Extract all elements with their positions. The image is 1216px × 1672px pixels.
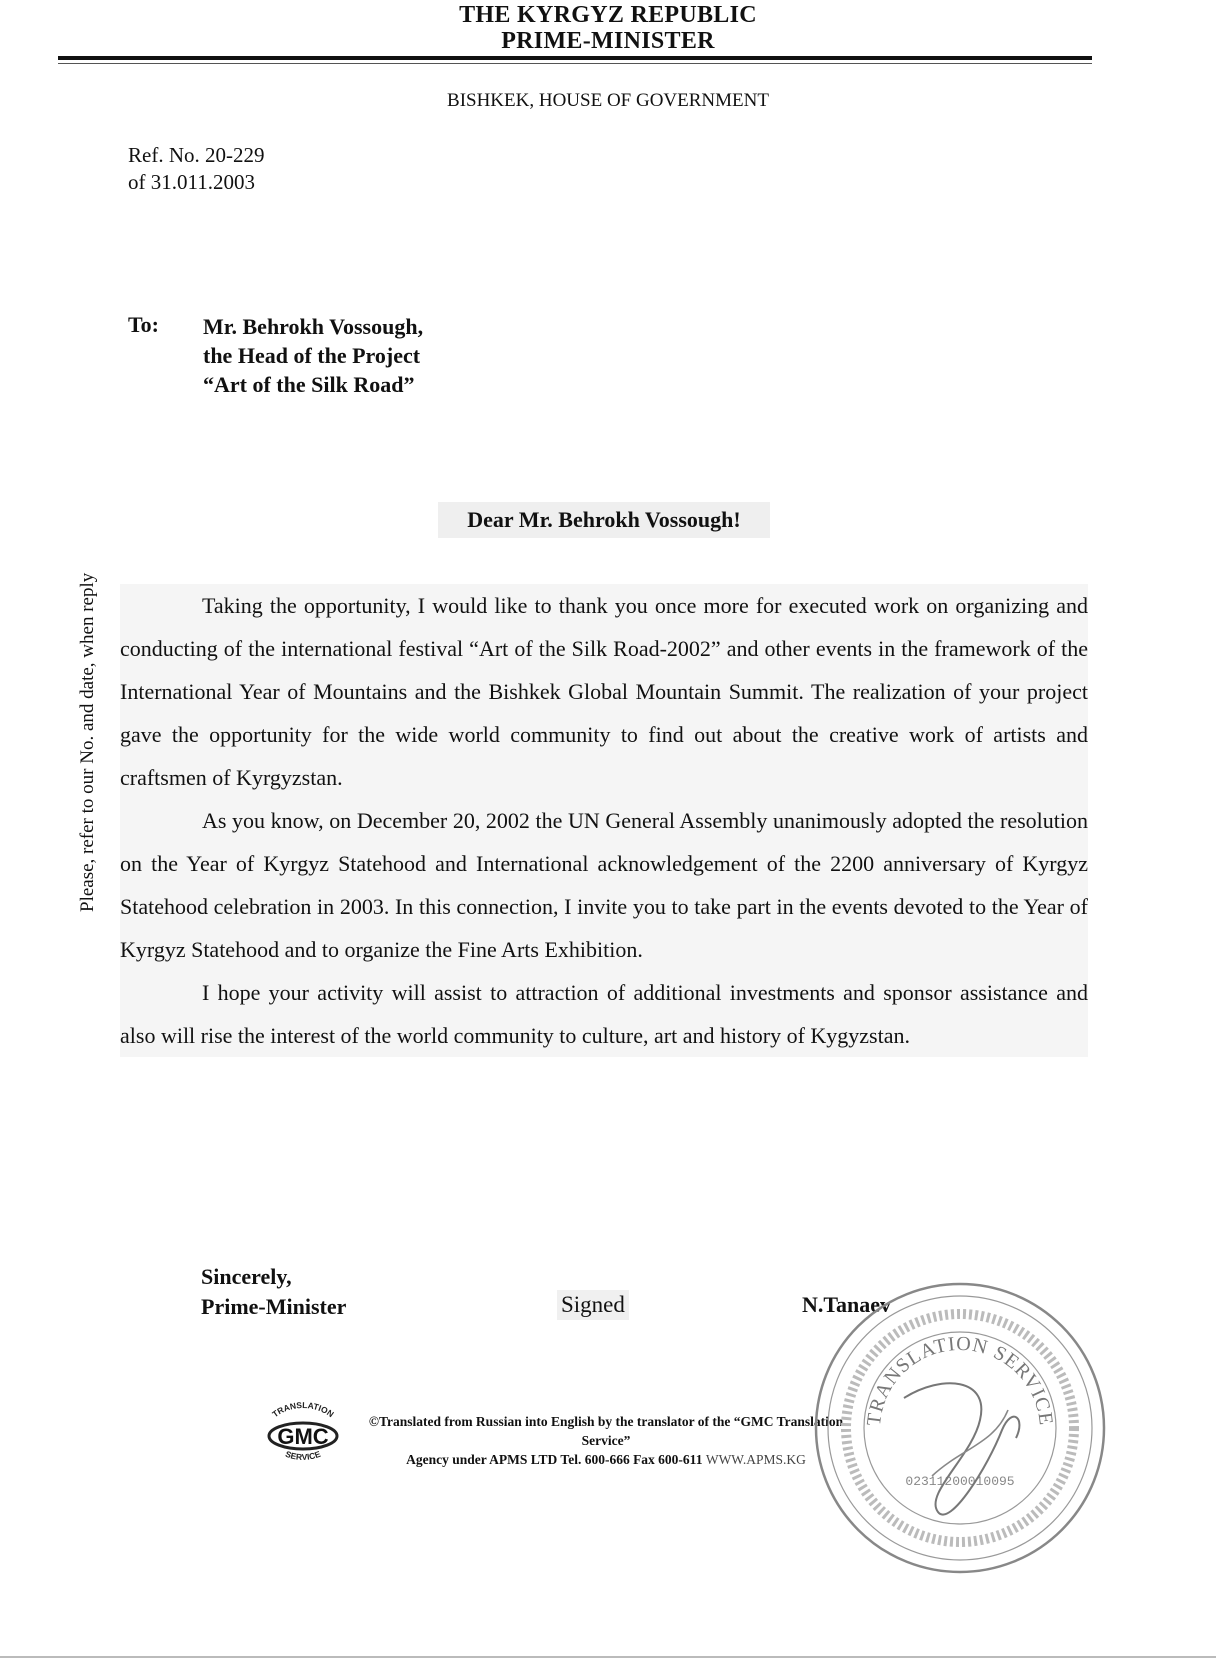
svg-text:TRANSLATION SERVICE [863,1333,1057,1427]
header-office: PRIME-MINISTER [501,28,715,54]
signed-label: Signed [557,1290,629,1320]
translation-footer [366,1412,846,1469]
closing-sincerely: Sincerely, [201,1264,292,1289]
body-paragraph-2: As you know, on December 20, 2002 the UN General Assembly unanimously adopted the resolution on the Year of Kyrgyz Statehood and International acknowledgement of the 2200 anniversary of Kyrgyz Statehood celebration in 2003. In this connection, I invite you to take part in the events devoted to the Year of Kyrgyz Statehood and to organize the Fine Arts Exhibition. [120,808,1088,962]
closing-block [201,1262,346,1322]
recipient-name: Mr. Behrokh Vossough, [203,314,424,339]
body-paragraph-3: I hope your activity will assist to attraction of additional investments and sponsor assistance and also will rise the interest of the world community to culture, art and history of Kygyzstan. [120,980,1088,1048]
header-location: BISHKEK, HOUSE OF GOVERNMENT [447,90,769,111]
footer-line-1: ©Translated from Russian into English by the translator of the “GMC Translation Service” [368,1414,844,1448]
body-paragraph-1: Taking the opportunity, I would like to thank you once more for executed work on organizing and conducting of the international festival “Art of the Silk Road-2002” and other events in the framework of the International Year of Mountains and the Bishkek Global Mountain Summit. The realization of your project gave the opportunity for the wide world community to find out about the creative work of artists and craftsmen of Kyrgyzstan. [120,593,1088,790]
closing-position: Prime-Minister [201,1294,347,1319]
scan-bottom-edge [0,1656,1216,1658]
salutation: Dear Mr. Behrokh Vossough! [438,502,770,538]
side-note: Please, refer to our No. and date, when reply [77,572,98,912]
recipient-block [203,312,423,399]
svg-text:SERVICE [284,1449,322,1462]
header-rule-thin [58,63,1092,64]
header-rule-thick [58,56,1092,60]
recipient-title: the Head of the Project [203,343,421,368]
stamp-number: 02311200010095 [905,1474,1015,1489]
gmc-logo-icon [257,1398,349,1470]
stamp-text: TRANSLATION SERVICE [862,1332,1058,1428]
reference-date: of 31.011.2003 [128,170,255,194]
recipient-label: To: [128,312,159,337]
footer-line-2 [366,1450,846,1469]
svg-text:TRANSLATION [270,1400,336,1419]
recipient-project: “Art of the Silk Road” [203,372,415,397]
reference-number: Ref. No. 20-229 [128,143,265,167]
signatory-name: N.Tanaev [802,1292,892,1317]
signature-scribble [904,1383,1019,1514]
footer-agency: Agency under APMS LTD Tel. 600-666 Fax 600-611 [406,1452,703,1467]
logo-top-text: TRANSLATION [270,1399,336,1420]
logo-center-text: GMC [277,1424,329,1449]
logo-bottom-text: SERVICE [284,1448,322,1462]
header-country: THE KYRGYZ REPUBLIC [459,2,757,28]
letter-body [120,584,1088,1057]
translation-stamp-icon [812,1280,1108,1576]
footer-url: WWW.APMS.KG [705,1452,806,1467]
